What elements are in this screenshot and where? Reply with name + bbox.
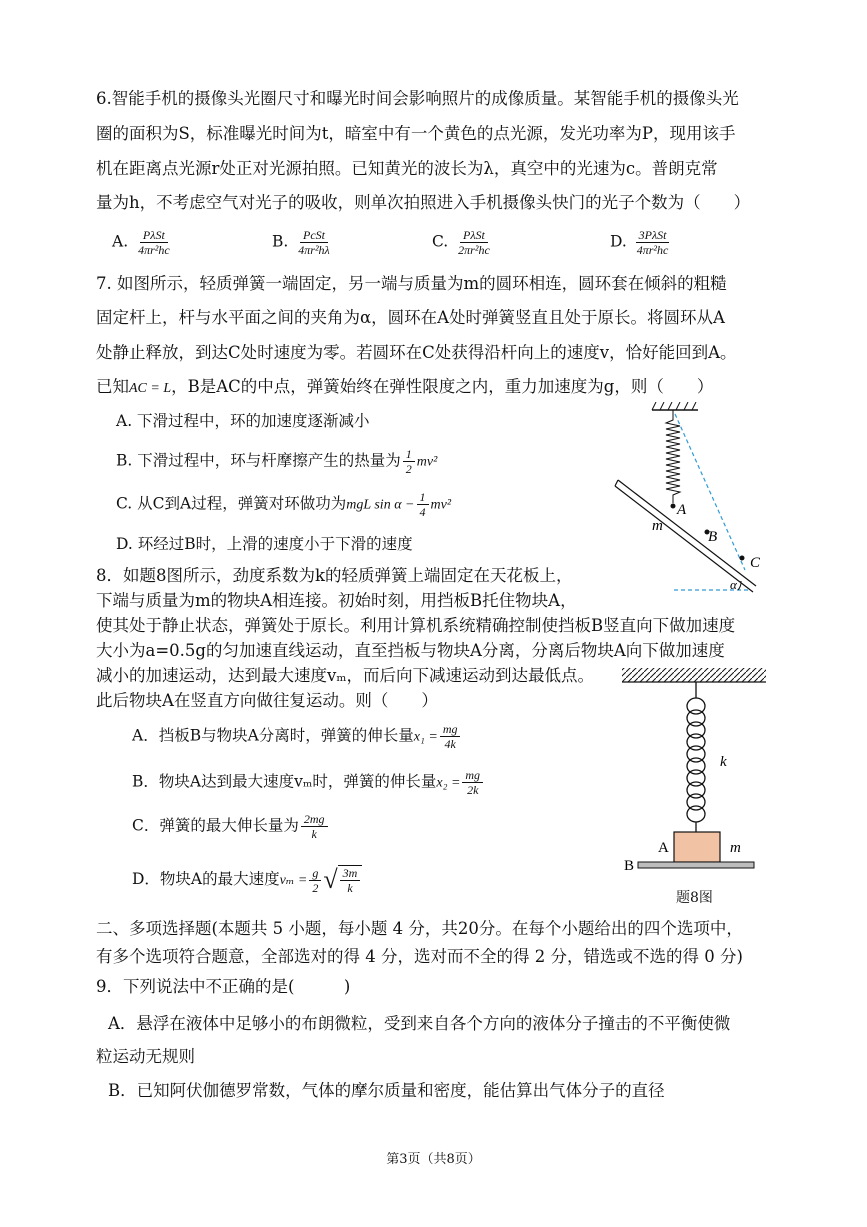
q7-option-d: D. 环经过B时，上滑的速度小于下滑的速度 [116, 535, 413, 553]
q6-option-c-fraction [455, 228, 493, 257]
q6-line-2: 圈的面积为S，标准曝光时间为t，暗室中有一个黄色的点光源，发光功率为P，现用该手 [96, 124, 736, 143]
q8-option-d [132, 865, 362, 895]
q8-option-b-fraction [462, 768, 483, 797]
q8-c-den: k [311, 827, 317, 841]
q8-b-num: mg [462, 768, 483, 783]
q8-option-d-fraction [309, 866, 321, 895]
q6-option-a [112, 228, 175, 257]
q7-line-4-post: ，B是AC的中点，弹簧始终在弹性限度之内，重力加速度为g，则（ ） [171, 377, 714, 396]
q8-label-k: k [720, 754, 727, 770]
q7-label-m: m [652, 518, 663, 534]
q8-line-4: 大小为a=0.5g的匀加速直线运动，直至挡板与物块A分离，分离后物块A向下做加速度 [96, 641, 725, 660]
q8-option-a-text: A．挡板B与物块A分离时，弹簧的伸长量 [132, 726, 414, 745]
q8-option-c-fraction [301, 812, 328, 841]
q8-option-d-sqrt: √ $\frac{3m}{k}$ [323, 865, 362, 895]
q7-label-b: B [708, 529, 718, 545]
q8-option-c-text: C．弹簧的最大伸长量为 [132, 816, 299, 835]
q7-spring [666, 410, 680, 503]
q8-option-b [132, 768, 485, 797]
q8-line-6: 此后物块A在竖直方向做往复运动。则（ ） [96, 691, 438, 710]
q9-option-a-line-2: 粒运动无规则 [96, 1047, 195, 1066]
q8-a-den: 4k [444, 737, 456, 751]
q7-rod-top [618, 480, 756, 586]
q6-a-num: PλSt [140, 228, 168, 243]
q6-option-d-label: D. [610, 232, 627, 251]
q6-a-den: 4πr²hc [138, 243, 170, 257]
q8-option-d-var: vₘ = [279, 873, 308, 888]
q8-option-a-var: x₁ = [413, 729, 438, 745]
q6-option-b [272, 228, 335, 257]
q7-option-c-text: C. 从C到A过程，弹簧对环做功为 [116, 494, 347, 513]
q8-option-b-text: B．物块A达到最大速度vₘ时，弹簧的伸长量 [132, 772, 437, 791]
q8-line-5: 减小的加速运动，达到最大速度vₘ，而后向下减速运动到达最低点。 [96, 666, 594, 685]
q8-option-c [132, 812, 330, 841]
q8-label-m: m [730, 840, 741, 856]
q8-label-b: B [624, 858, 635, 874]
q7-ceiling-hatch [652, 402, 696, 410]
q7-figure [610, 402, 760, 622]
q7-label-a: A [677, 502, 687, 518]
q7-b-den: 2 [405, 462, 412, 476]
q9-option-a-line-1: A．悬浮在液体中足够小的布朗微粒，受到来自各个方向的液体分子撞击的不平衡使微 [108, 1014, 731, 1033]
q8-d-rnum: 3m [340, 866, 361, 881]
q8-d-num: g [309, 866, 321, 881]
q6-d-den: 4πr²hc [636, 243, 669, 257]
q7-line-4-math: AC = L [129, 381, 172, 396]
q7-line-2: 固定杆上，杆与水平面之间的夹角为α，圆环在A处时弹簧竖直且处于原长。将圆环从A [96, 308, 725, 327]
q7-line-3: 处静止释放，到达C处时速度为零。若圆环在C处获得沿杆向上的速度v，恰好能回到A。 [96, 343, 737, 362]
q8-a-num: mg [440, 722, 461, 737]
q8-ceiling [622, 668, 766, 682]
q8-option-d-text: D．物块A的最大速度 [132, 870, 280, 888]
q8-line-2: 下端与质量为m的物块A相连接。初始时刻，用挡板B托住物块A， [96, 591, 577, 610]
q8-spring [687, 682, 705, 832]
q6-option-d-fraction [634, 228, 672, 257]
q8-figure [620, 666, 770, 881]
q7-label-alpha: α [730, 577, 737, 592]
q8-option-b-var: x₂ = [436, 775, 461, 791]
q7-c-den: 4 [419, 505, 426, 519]
q7-rod-end [615, 480, 618, 486]
q8-option-a [132, 722, 462, 751]
q7-b-num: 1 [403, 447, 415, 462]
q7-dashed-line [675, 414, 745, 570]
q9-option-b: B．已知阿伏伽德罗常数，气体的摩尔质量和密度，能估算出气体分子的直径 [108, 1081, 665, 1100]
q7-option-a: A. 下滑过程中，环的加速度逐渐减小 [116, 412, 370, 430]
q7-point-a [671, 504, 676, 509]
q8-line-3: 使其处于静止状态，弹簧处于原长。利用计算机系统精确控制使挡板B竖直向下做加速度 [96, 616, 736, 635]
q8-d-den: 2 [312, 880, 319, 895]
q8-option-a-fraction [440, 722, 461, 751]
q8-option-d-root-fraction [340, 866, 361, 895]
q6-option-a-fraction [135, 228, 173, 257]
q7-point-c [740, 556, 745, 561]
q8-label-a: A [658, 840, 669, 856]
q6-b-den: 4πr²hλ [298, 243, 330, 257]
q6-line-1: 6.智能手机的摄像头光圈尺寸和曝光时间会影响照片的成像质量。某智能手机的摄像头光 [96, 89, 739, 108]
page-footer: 第3页（共8页） [386, 1152, 481, 1167]
q8-d-rden: k [347, 881, 353, 895]
q6-b-num: PcSt [300, 228, 328, 243]
q6-option-c-label: C. [432, 232, 449, 251]
q7-c-num: 1 [417, 490, 429, 505]
q7-option-b [116, 447, 437, 476]
q8-c-num: 2mg [301, 812, 328, 827]
section2-line-1: 二、多项选择题(本题共 5 小题，每小题 4 分，共20分。在每个小题给出的四个选项中， [96, 919, 743, 938]
q6-option-b-label: B. [272, 232, 289, 251]
q6-c-num: PλSt [460, 228, 488, 243]
q7-label-c: C [750, 555, 760, 571]
q6-option-c [432, 228, 495, 257]
q6-d-num: 3PλSt [636, 228, 670, 243]
section2-line-2: 有多个选项符合题意，全部选对的得 4 分，选对而不全的得 2 分，错选或不选的得 0 分) [96, 947, 743, 966]
q7-line-4 [96, 376, 713, 400]
q6-line-3: 机在距离点光源r处正对光源拍照。已知黄光的波长为λ，真空中的光速为c。普朗克常 [96, 159, 718, 178]
q7-option-c-math: mgL sin α − [346, 497, 415, 513]
q7-option-c-tail: mv² [430, 497, 452, 513]
q7-option-c [116, 490, 451, 519]
q7-option-b-text: B. 下滑过程中，环与杆摩擦产生的热量为 [116, 451, 401, 470]
q7-line-4-pre: 已知 [96, 377, 129, 396]
q6-option-d [610, 228, 673, 257]
q8-line-1: 8．如题8图所示，劲度系数为k的轻质弹簧上端固定在天花板上， [96, 566, 573, 585]
q7-line-1: 7. 如图所示，轻质弹簧一端固定，另一端与质量为m的圆环相连，圆环套在倾斜的粗糙 [96, 274, 727, 293]
q7-option-c-fraction [417, 490, 429, 519]
q6-line-4: 量为h，不考虑空气对光子的吸收，则单次拍照进入手机摄像头快门的光子个数为（ ） [96, 193, 751, 212]
q8-block-a [674, 832, 720, 862]
q7-option-b-tail: mv² [416, 454, 438, 470]
q6-option-a-label: A. [112, 232, 129, 251]
q9-line-1: 9．下列说法中不正确的是( ) [96, 977, 351, 996]
q7-option-b-fraction [403, 447, 415, 476]
q6-c-den: 2πr²hc [458, 243, 490, 257]
q8-b-den: 2k [467, 783, 479, 797]
q8-plate-b [638, 862, 754, 868]
q6-option-b-fraction [295, 228, 332, 257]
q8-figure-caption: 题8图 [676, 890, 713, 906]
